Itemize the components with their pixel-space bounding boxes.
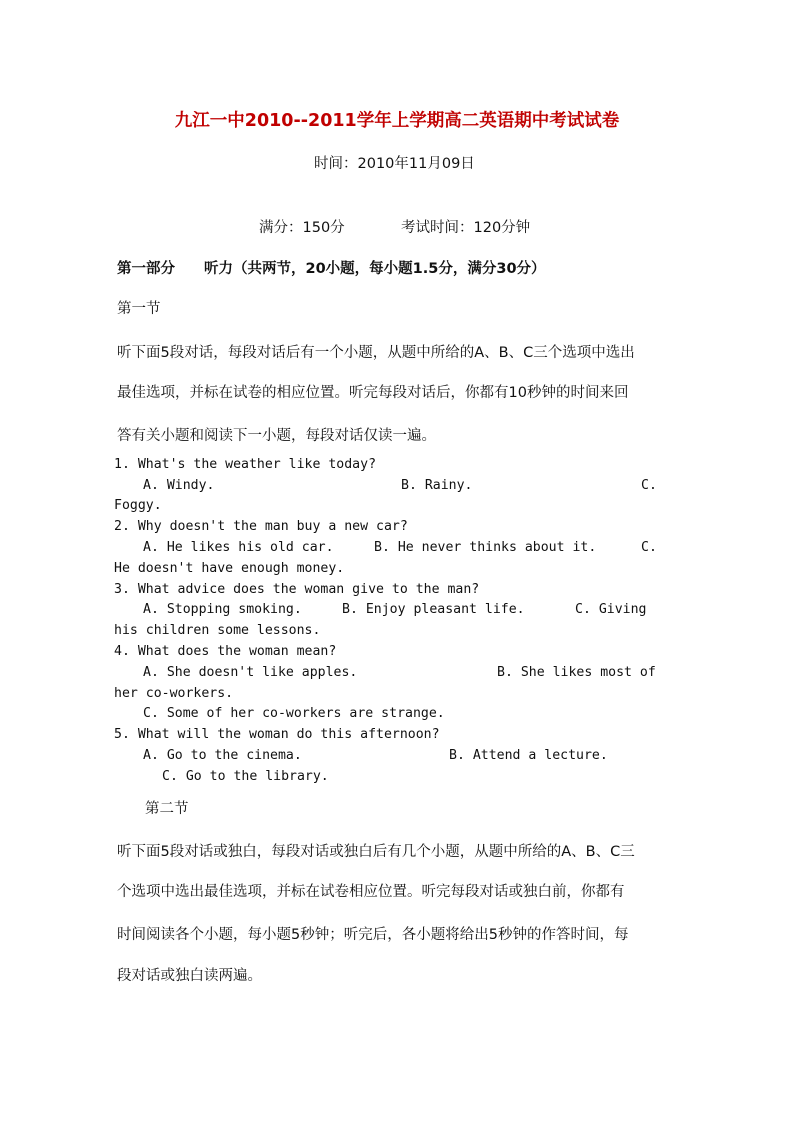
option-b: B. Enjoy pleasant life.: [342, 602, 525, 617]
part1-heading: 第一部分 听力（共两节，20小题，每小题1.5分，满分30分）: [117, 261, 546, 277]
option-a: A. She doesn't like apples.: [143, 665, 358, 680]
section2-instruction-line: 段对话或独白读两遍。: [117, 968, 262, 984]
option-b: B. She likes most of: [497, 665, 656, 680]
question-stem: 1. What's the weather like today?: [114, 457, 377, 472]
full-score: 满分：150分: [259, 220, 345, 236]
option-c: C. Some of her co-workers are strange.: [143, 706, 445, 721]
option-c: C.: [641, 478, 657, 493]
question-stem: 4. What does the woman mean?: [114, 644, 337, 659]
section1-label: 第一节: [117, 301, 161, 317]
option-c-continued: his children some lessons.: [114, 623, 321, 638]
question-stem: 3. What advice does the woman give to the man?: [114, 582, 480, 597]
section2-instruction-line: 个选项中选出最佳选项，并标在试卷相应位置。听完每段对话或独白前，你都有: [117, 884, 625, 900]
option-a: A. Go to the cinema.: [143, 748, 302, 763]
question-stem: 5. What will the woman do this afternoon?: [114, 727, 440, 742]
question-stem: 2. Why doesn't the man buy a new car?: [114, 519, 408, 534]
option-b-continued: her co-workers.: [114, 686, 234, 701]
option-c-continued: He doesn't have enough money.: [114, 561, 345, 576]
option-a: A. Stopping smoking.: [143, 602, 302, 617]
option-b: B. Rainy.: [401, 478, 473, 493]
option-a: A. He likes his old car.: [143, 540, 334, 555]
option-b: B. He never thinks about it.: [374, 540, 597, 555]
section1-instruction-line: 最佳选项，并标在试卷的相应位置。听完每段对话后，你都有10秒钟的时间来回: [117, 385, 629, 401]
option-c: C. Giving: [575, 602, 647, 617]
option-b: B. Attend a lecture.: [449, 748, 608, 763]
section2-instruction-line: 听下面5段对话或独白，每段对话或独白后有几个小题，从题中所给的A、B、C三: [117, 844, 635, 860]
exam-title: 九江一中2010--2011学年上学期高二英语期中考试试卷: [174, 111, 620, 131]
section2-label: 第二节: [145, 801, 189, 817]
exam-date: 时间：2010年11月09日: [314, 156, 475, 172]
option-a: A. Windy.: [143, 478, 215, 493]
option-c: C. Go to the library.: [162, 769, 329, 784]
section2-instruction-line: 时间阅读各个小题，每小题5秒钟；听完后，各小题将给出5秒钟的作答时间，每: [117, 927, 629, 943]
section1-instruction-line: 答有关小题和阅读下一小题，每段对话仅读一遍。: [117, 428, 436, 444]
option-c: C.: [641, 540, 657, 555]
section1-instruction-line: 听下面5段对话，每段对话后有一个小题，从题中所给的A、B、C三个选项中选出: [117, 345, 635, 361]
option-c-continued: Foggy.: [114, 498, 162, 513]
exam-duration: 考试时间：120分钟: [401, 220, 531, 236]
